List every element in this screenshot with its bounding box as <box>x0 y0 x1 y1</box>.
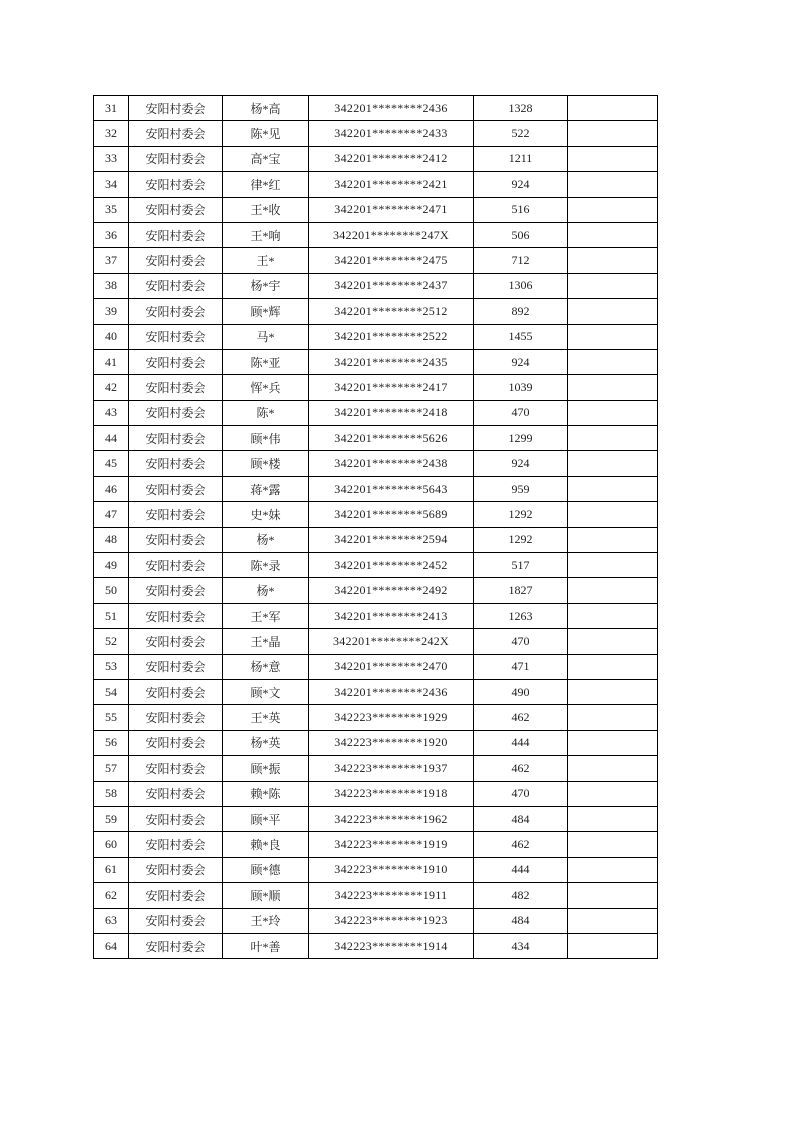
table-row <box>94 629 658 654</box>
person-name-cell: 顾*伟 <box>223 426 309 451</box>
note-cell <box>568 273 658 298</box>
row-number-cell: 47 <box>94 502 129 527</box>
note-cell <box>568 654 658 679</box>
amount-cell: 712 <box>474 248 568 273</box>
table-row <box>94 451 658 476</box>
roster-table <box>93 95 658 959</box>
table-row <box>94 502 658 527</box>
table-row <box>94 756 658 781</box>
village-cell: 安阳村委会 <box>129 197 223 222</box>
person-name-cell: 蒋*露 <box>223 476 309 501</box>
row-number-cell: 44 <box>94 426 129 451</box>
person-name-cell: 陈* <box>223 400 309 425</box>
id-number-cell: 342201********2475 <box>309 248 474 273</box>
row-number-cell: 35 <box>94 197 129 222</box>
note-cell <box>568 197 658 222</box>
table-row <box>94 806 658 831</box>
row-number-cell: 45 <box>94 451 129 476</box>
note-cell <box>568 96 658 121</box>
row-number-cell: 53 <box>94 654 129 679</box>
person-name-cell: 赖*良 <box>223 832 309 857</box>
village-cell: 安阳村委会 <box>129 679 223 704</box>
id-number-cell: 342201********247X <box>309 222 474 247</box>
village-cell: 安阳村委会 <box>129 832 223 857</box>
village-cell: 安阳村委会 <box>129 756 223 781</box>
note-cell <box>568 756 658 781</box>
amount-cell: 924 <box>474 451 568 476</box>
id-number-cell: 342201********2437 <box>309 273 474 298</box>
row-number-cell: 40 <box>94 324 129 349</box>
table-row <box>94 857 658 882</box>
amount-cell: 1211 <box>474 146 568 171</box>
row-number-cell: 31 <box>94 96 129 121</box>
row-number-cell: 50 <box>94 578 129 603</box>
person-name-cell: 史*妹 <box>223 502 309 527</box>
table-row <box>94 349 658 374</box>
note-cell <box>568 502 658 527</box>
note-cell <box>568 629 658 654</box>
id-number-cell: 342201********2512 <box>309 299 474 324</box>
person-name-cell: 杨*高 <box>223 96 309 121</box>
amount-cell: 444 <box>474 857 568 882</box>
village-cell: 安阳村委会 <box>129 527 223 552</box>
person-name-cell: 王*英 <box>223 705 309 730</box>
amount-cell: 470 <box>474 400 568 425</box>
person-name-cell: 杨*宇 <box>223 273 309 298</box>
person-name-cell: 杨*英 <box>223 730 309 755</box>
row-number-cell: 32 <box>94 121 129 146</box>
note-cell <box>568 222 658 247</box>
person-name-cell: 陈*见 <box>223 121 309 146</box>
person-name-cell: 顾*平 <box>223 806 309 831</box>
table-row <box>94 781 658 806</box>
village-cell: 安阳村委会 <box>129 299 223 324</box>
amount-cell: 484 <box>474 806 568 831</box>
person-name-cell: 杨*意 <box>223 654 309 679</box>
person-name-cell: 高*宝 <box>223 146 309 171</box>
table-row <box>94 476 658 501</box>
table-row <box>94 121 658 146</box>
person-name-cell: 律*红 <box>223 172 309 197</box>
person-name-cell: 顾*振 <box>223 756 309 781</box>
amount-cell: 522 <box>474 121 568 146</box>
id-number-cell: 342201********2522 <box>309 324 474 349</box>
table-row <box>94 96 658 121</box>
village-cell: 安阳村委会 <box>129 400 223 425</box>
id-number-cell: 342201********2492 <box>309 578 474 603</box>
id-number-cell: 342223********1929 <box>309 705 474 730</box>
id-number-cell: 342201********2433 <box>309 121 474 146</box>
row-number-cell: 63 <box>94 908 129 933</box>
village-cell: 安阳村委会 <box>129 476 223 501</box>
row-number-cell: 51 <box>94 603 129 628</box>
table-row <box>94 324 658 349</box>
row-number-cell: 55 <box>94 705 129 730</box>
id-number-cell: 342201********2421 <box>309 172 474 197</box>
row-number-cell: 46 <box>94 476 129 501</box>
village-cell: 安阳村委会 <box>129 273 223 298</box>
id-number-cell: 342201********5689 <box>309 502 474 527</box>
id-number-cell: 342201********242X <box>309 629 474 654</box>
note-cell <box>568 451 658 476</box>
note-cell <box>568 705 658 730</box>
row-number-cell: 38 <box>94 273 129 298</box>
table-row <box>94 730 658 755</box>
id-number-cell: 342223********1920 <box>309 730 474 755</box>
row-number-cell: 58 <box>94 781 129 806</box>
village-cell: 安阳村委会 <box>129 96 223 121</box>
table-row <box>94 426 658 451</box>
table-row <box>94 172 658 197</box>
id-number-cell: 342201********5643 <box>309 476 474 501</box>
id-number-cell: 342223********1937 <box>309 756 474 781</box>
note-cell <box>568 679 658 704</box>
amount-cell: 517 <box>474 553 568 578</box>
amount-cell: 959 <box>474 476 568 501</box>
note-cell <box>568 476 658 501</box>
village-cell: 安阳村委会 <box>129 426 223 451</box>
note-cell <box>568 553 658 578</box>
table-row <box>94 679 658 704</box>
table-row <box>94 553 658 578</box>
person-name-cell: 恽*兵 <box>223 375 309 400</box>
id-number-cell: 342223********1919 <box>309 832 474 857</box>
amount-cell: 484 <box>474 908 568 933</box>
amount-cell: 1455 <box>474 324 568 349</box>
table-row <box>94 400 658 425</box>
note-cell <box>568 603 658 628</box>
note-cell <box>568 349 658 374</box>
row-number-cell: 48 <box>94 527 129 552</box>
village-cell: 安阳村委会 <box>129 222 223 247</box>
person-name-cell: 王*晶 <box>223 629 309 654</box>
person-name-cell: 顾*楼 <box>223 451 309 476</box>
amount-cell: 1827 <box>474 578 568 603</box>
table-row <box>94 146 658 171</box>
table-row <box>94 654 658 679</box>
person-name-cell: 杨* <box>223 578 309 603</box>
amount-cell: 482 <box>474 883 568 908</box>
row-number-cell: 42 <box>94 375 129 400</box>
note-cell <box>568 172 658 197</box>
row-number-cell: 56 <box>94 730 129 755</box>
note-cell <box>568 806 658 831</box>
amount-cell: 1039 <box>474 375 568 400</box>
amount-cell: 1299 <box>474 426 568 451</box>
table-row <box>94 832 658 857</box>
row-number-cell: 64 <box>94 933 129 958</box>
row-number-cell: 62 <box>94 883 129 908</box>
row-number-cell: 61 <box>94 857 129 882</box>
note-cell <box>568 324 658 349</box>
id-number-cell: 342201********2471 <box>309 197 474 222</box>
amount-cell: 506 <box>474 222 568 247</box>
note-cell <box>568 578 658 603</box>
id-number-cell: 342201********2436 <box>309 96 474 121</box>
id-number-cell: 342223********1914 <box>309 933 474 958</box>
id-number-cell: 342201********2413 <box>309 603 474 628</box>
row-number-cell: 43 <box>94 400 129 425</box>
amount-cell: 471 <box>474 654 568 679</box>
amount-cell: 924 <box>474 349 568 374</box>
village-cell: 安阳村委会 <box>129 629 223 654</box>
village-cell: 安阳村委会 <box>129 248 223 273</box>
id-number-cell: 342223********1911 <box>309 883 474 908</box>
table-row <box>94 197 658 222</box>
note-cell <box>568 908 658 933</box>
person-name-cell: 顾*顺 <box>223 883 309 908</box>
row-number-cell: 34 <box>94 172 129 197</box>
table-row <box>94 248 658 273</box>
amount-cell: 892 <box>474 299 568 324</box>
village-cell: 安阳村委会 <box>129 883 223 908</box>
id-number-cell: 342201********2438 <box>309 451 474 476</box>
amount-cell: 1292 <box>474 527 568 552</box>
village-cell: 安阳村委会 <box>129 553 223 578</box>
row-number-cell: 52 <box>94 629 129 654</box>
amount-cell: 470 <box>474 629 568 654</box>
person-name-cell: 王*军 <box>223 603 309 628</box>
note-cell <box>568 832 658 857</box>
village-cell: 安阳村委会 <box>129 730 223 755</box>
id-number-cell: 342201********2417 <box>309 375 474 400</box>
table-row <box>94 222 658 247</box>
table-row <box>94 908 658 933</box>
note-cell <box>568 375 658 400</box>
amount-cell: 1292 <box>474 502 568 527</box>
village-cell: 安阳村委会 <box>129 502 223 527</box>
id-number-cell: 342223********1962 <box>309 806 474 831</box>
note-cell <box>568 883 658 908</box>
id-number-cell: 342201********2418 <box>309 400 474 425</box>
person-name-cell: 王*收 <box>223 197 309 222</box>
row-number-cell: 39 <box>94 299 129 324</box>
table-row <box>94 705 658 730</box>
note-cell <box>568 781 658 806</box>
village-cell: 安阳村委会 <box>129 578 223 603</box>
village-cell: 安阳村委会 <box>129 603 223 628</box>
person-name-cell: 顾*辉 <box>223 299 309 324</box>
row-number-cell: 37 <box>94 248 129 273</box>
amount-cell: 924 <box>474 172 568 197</box>
table-row <box>94 299 658 324</box>
person-name-cell: 叶*善 <box>223 933 309 958</box>
id-number-cell: 342223********1918 <box>309 781 474 806</box>
amount-cell: 1306 <box>474 273 568 298</box>
amount-cell: 444 <box>474 730 568 755</box>
person-name-cell: 王* <box>223 248 309 273</box>
id-number-cell: 342201********5626 <box>309 426 474 451</box>
id-number-cell: 342223********1923 <box>309 908 474 933</box>
row-number-cell: 49 <box>94 553 129 578</box>
table-row <box>94 578 658 603</box>
id-number-cell: 342201********2435 <box>309 349 474 374</box>
village-cell: 安阳村委会 <box>129 451 223 476</box>
person-name-cell: 赖*陈 <box>223 781 309 806</box>
village-cell: 安阳村委会 <box>129 908 223 933</box>
table-row <box>94 933 658 958</box>
table-row <box>94 273 658 298</box>
person-name-cell: 顾*德 <box>223 857 309 882</box>
roster-table-body <box>94 96 658 959</box>
note-cell <box>568 933 658 958</box>
village-cell: 安阳村委会 <box>129 375 223 400</box>
note-cell <box>568 527 658 552</box>
table-row <box>94 603 658 628</box>
row-number-cell: 36 <box>94 222 129 247</box>
id-number-cell: 342201********2436 <box>309 679 474 704</box>
table-row <box>94 883 658 908</box>
person-name-cell: 王*响 <box>223 222 309 247</box>
note-cell <box>568 146 658 171</box>
village-cell: 安阳村委会 <box>129 654 223 679</box>
note-cell <box>568 426 658 451</box>
note-cell <box>568 857 658 882</box>
village-cell: 安阳村委会 <box>129 146 223 171</box>
amount-cell: 490 <box>474 679 568 704</box>
amount-cell: 1328 <box>474 96 568 121</box>
row-number-cell: 57 <box>94 756 129 781</box>
village-cell: 安阳村委会 <box>129 933 223 958</box>
row-number-cell: 33 <box>94 146 129 171</box>
village-cell: 安阳村委会 <box>129 806 223 831</box>
amount-cell: 434 <box>474 933 568 958</box>
amount-cell: 470 <box>474 781 568 806</box>
note-cell <box>568 400 658 425</box>
amount-cell: 516 <box>474 197 568 222</box>
village-cell: 安阳村委会 <box>129 324 223 349</box>
row-number-cell: 54 <box>94 679 129 704</box>
id-number-cell: 342201********2452 <box>309 553 474 578</box>
row-number-cell: 59 <box>94 806 129 831</box>
amount-cell: 462 <box>474 756 568 781</box>
id-number-cell: 342201********2412 <box>309 146 474 171</box>
person-name-cell: 陈*录 <box>223 553 309 578</box>
note-cell <box>568 248 658 273</box>
id-number-cell: 342201********2470 <box>309 654 474 679</box>
person-name-cell: 顾*文 <box>223 679 309 704</box>
table-row <box>94 375 658 400</box>
table-row <box>94 527 658 552</box>
village-cell: 安阳村委会 <box>129 121 223 146</box>
village-cell: 安阳村委会 <box>129 349 223 374</box>
person-name-cell: 杨* <box>223 527 309 552</box>
row-number-cell: 60 <box>94 832 129 857</box>
note-cell <box>568 121 658 146</box>
amount-cell: 462 <box>474 832 568 857</box>
person-name-cell: 马* <box>223 324 309 349</box>
village-cell: 安阳村委会 <box>129 857 223 882</box>
note-cell <box>568 730 658 755</box>
note-cell <box>568 299 658 324</box>
person-name-cell: 陈*亚 <box>223 349 309 374</box>
id-number-cell: 342223********1910 <box>309 857 474 882</box>
village-cell: 安阳村委会 <box>129 172 223 197</box>
village-cell: 安阳村委会 <box>129 781 223 806</box>
amount-cell: 1263 <box>474 603 568 628</box>
id-number-cell: 342201********2594 <box>309 527 474 552</box>
row-number-cell: 41 <box>94 349 129 374</box>
village-cell: 安阳村委会 <box>129 705 223 730</box>
person-name-cell: 王*玲 <box>223 908 309 933</box>
amount-cell: 462 <box>474 705 568 730</box>
